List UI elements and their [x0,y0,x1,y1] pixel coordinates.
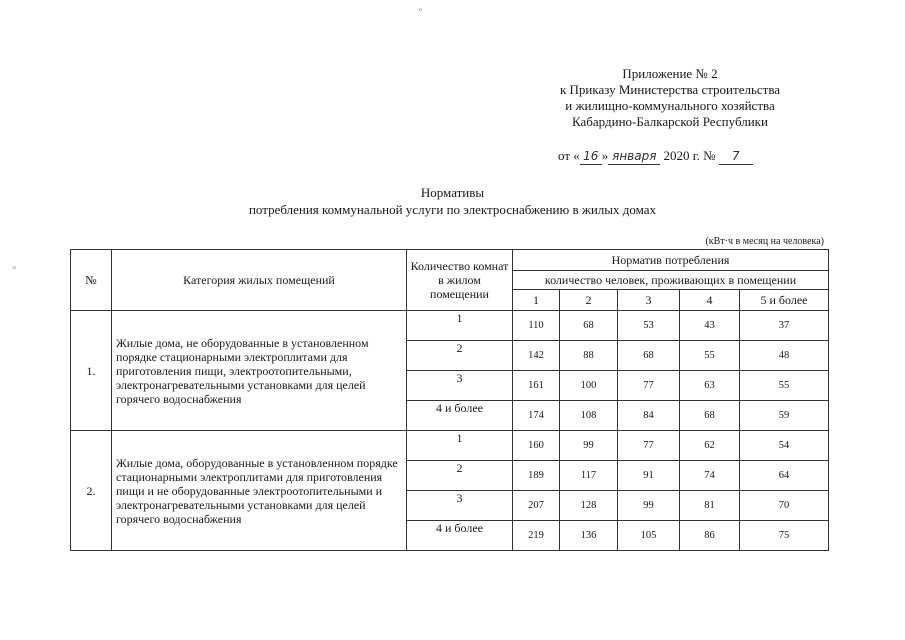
value-cell: 53 [618,311,680,341]
value-cell: 75 [740,521,829,551]
header-person-col: 5 и более [740,290,829,311]
value-cell: 55 [740,371,829,401]
appendix-line: Приложение № 2 [622,66,718,81]
value-cell: 128 [560,491,618,521]
header-norm: Норматив потребления [513,250,829,271]
header-category: Категория жилых помещений [112,250,407,311]
value-cell: 88 [560,341,618,371]
scan-mark: » [418,4,423,14]
value-cell: 99 [560,431,618,461]
value-cell: 77 [618,431,680,461]
rooms-cell: 3 [407,491,513,521]
value-cell: 105 [618,521,680,551]
header-person-col: 1 [513,290,560,311]
value-cell: 55 [680,341,740,371]
rooms-cell: 4 и более [407,401,513,431]
order-prefix: от « [558,148,580,163]
value-cell: 68 [560,311,618,341]
norms-table [70,249,829,551]
value-cell: 48 [740,341,829,371]
value-cell: 70 [740,491,829,521]
value-cell: 174 [513,401,560,431]
order-date-line [558,148,818,165]
appendix-header [520,66,820,130]
rooms-cell: 3 [407,371,513,401]
group-number: 1. [71,311,112,431]
value-cell: 81 [680,491,740,521]
value-cell: 91 [618,461,680,491]
rooms-cell: 1 [407,431,513,461]
title-line-1: Нормативы [420,185,485,200]
value-cell: 54 [740,431,829,461]
order-mid: » [601,148,609,163]
document-title [180,184,725,218]
scan-mark: » [12,262,17,272]
rooms-cell: 4 и более [407,521,513,551]
header-person-col: 3 [618,290,680,311]
units-note: (кВт·ч в месяц на человека) [705,236,824,247]
rooms-cell: 2 [407,341,513,371]
order-day: 16 [580,148,602,165]
value-cell: 84 [618,401,680,431]
value-cell: 77 [618,371,680,401]
value-cell: 68 [680,401,740,431]
group-category: Жилые дома, оборудованные в установленном порядке стационарными электроплитами для приготовления пищи и не оборудованные электроотопительными и электронагревательными установками для целей горячего водоснабжения [112,431,407,551]
value-cell: 110 [513,311,560,341]
value-cell: 74 [680,461,740,491]
header-persons: количество человек, проживающих в помещении [513,271,829,290]
value-cell: 59 [740,401,829,431]
value-cell: 86 [680,521,740,551]
value-cell: 43 [680,311,740,341]
value-cell: 108 [560,401,618,431]
rooms-cell: 2 [407,461,513,491]
value-cell: 63 [680,371,740,401]
value-cell: 207 [513,491,560,521]
order-number: 7 [719,148,753,165]
value-cell: 161 [513,371,560,401]
value-cell: 100 [560,371,618,401]
appendix-line: к Приказу Министерства строительства [559,82,781,97]
table-row [71,431,829,461]
header-person-col: 4 [680,290,740,311]
header-num: № [71,250,112,311]
header-rooms: Количество комнат в жилом помещении [407,250,513,311]
group-number: 2. [71,431,112,551]
value-cell: 68 [618,341,680,371]
value-cell: 64 [740,461,829,491]
group-category: Жилые дома, не оборудованные в установленном порядке стационарными электроплитами для приготовления пищи, электроотопительными, электронагревательными установками для целей горячего водоснабжения [112,311,407,431]
value-cell: 99 [618,491,680,521]
value-cell: 219 [513,521,560,551]
order-year: 2020 г. № [663,148,716,163]
value-cell: 136 [560,521,618,551]
appendix-line: Кабардино-Балкарской Республики [572,114,768,129]
appendix-line: и жилищно-коммунального хозяйства [565,98,775,113]
order-month: января [608,148,660,165]
value-cell: 117 [560,461,618,491]
value-cell: 189 [513,461,560,491]
value-cell: 62 [680,431,740,461]
rooms-cell: 1 [407,311,513,341]
value-cell: 142 [513,341,560,371]
value-cell: 160 [513,431,560,461]
header-person-col: 2 [560,290,618,311]
value-cell: 37 [740,311,829,341]
table-row [71,311,829,341]
title-line-2: потребления коммунальной услуги по электроснабжению в жилых домах [248,202,657,217]
